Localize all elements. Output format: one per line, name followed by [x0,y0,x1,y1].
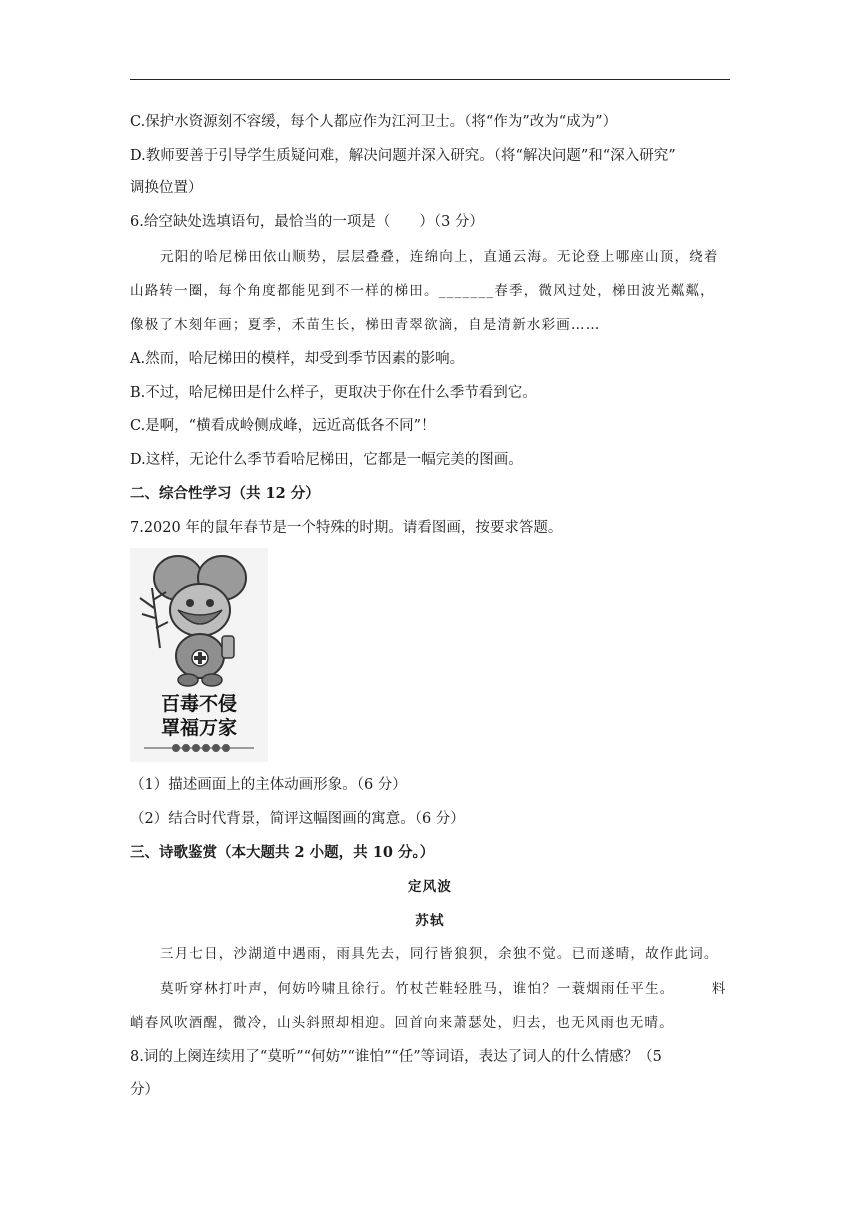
question-7-part-2: （2）结合时代背景，简评这幅图画的寓意。（6 分） [130,811,465,827]
caption-line-1: 百毒不侵 [160,693,238,715]
section-2-heading: 二、综合性学习（共 12 分） [130,485,320,502]
mouse-doctor-illustration [130,548,268,762]
poem-author: 苏轼 [415,913,445,929]
mouse-doctor-icon [130,548,268,762]
poem-verse-1: 莫听穿林打叶声，何妨吟啸且徐行。竹杖芒鞋轻胜马，谁怕？一蓑烟雨任平生。 料 [160,981,727,997]
question-7-part-1: （1）描述画面上的主体动画形象。（6 分） [130,777,407,793]
choice-b: B.不过，哈尼梯田是什么样子，更取决于你在什么季节看到它。 [130,385,537,401]
passage-line-2: 山路转一圈，每个角度都能见到不一样的梯田。_______春季，微风过处，梯田波光粼粼， [130,283,715,299]
choice-c: C.是啊，“横看成岭侧成峰，远近高低各不同”！ [130,418,436,434]
option-d-text-cont: 调换位置） [130,180,203,196]
choice-a: A.然而，哈尼梯田的模样，却受到季节因素的影响。 [130,351,465,367]
caption-line-2: 罩福万家 [160,717,238,739]
header-rule [130,79,730,80]
poem-verse-2: 峭春风吹酒醒，微冷，山头斜照却相迎。回首向来萧瑟处，归去，也无风雨也无晴。 [130,1015,674,1031]
option-c-text: C.保护水资源刻不容缓，每个人都应作为江河卫士。（将“作为”改为“成为”） [130,114,618,130]
question-7: 7.2020 年的鼠年春节是一个特殊的时期。请看图画，按要求答题。 [130,520,563,536]
passage-line-3: 像极了木刻年画；夏季，禾苗生长，梯田青翠欲滴，自是清新水彩画…… [130,317,601,333]
passage-line-1: 元阳的哈尼梯田依山顺势，层层叠叠，连绵向上，直通云海。无论登上哪座山顶，绕着 [160,249,719,265]
option-d-text: D.教师要善于引导学生质疑问难，解决问题并深入研究。（将“解决问题”和“深入研究” [130,148,676,164]
question-6: 6.给空缺处选填语句，最恰当的一项是（ ）（3 分） [130,214,484,230]
question-8-cont: 分） [130,1082,159,1098]
poem-preface: 三月七日，沙湖道中遇雨，雨具先去，同行皆狼狈，余独不觉。已而遂晴，故作此词。 [160,946,719,962]
choice-d: D.这样，无论什么季节看哈尼梯田，它都是一幅完美的图画。 [130,452,523,468]
poem-title: 定风波 [407,879,453,895]
section-3-heading: 三、诗歌鉴赏（本大题共 2 小题，共 10 分。） [130,844,435,861]
question-8: 8.词的上阕连续用了“莫听”“何妨”“谁怕”“任”等词语，表达了词人的什么情感？（5 [130,1049,662,1065]
